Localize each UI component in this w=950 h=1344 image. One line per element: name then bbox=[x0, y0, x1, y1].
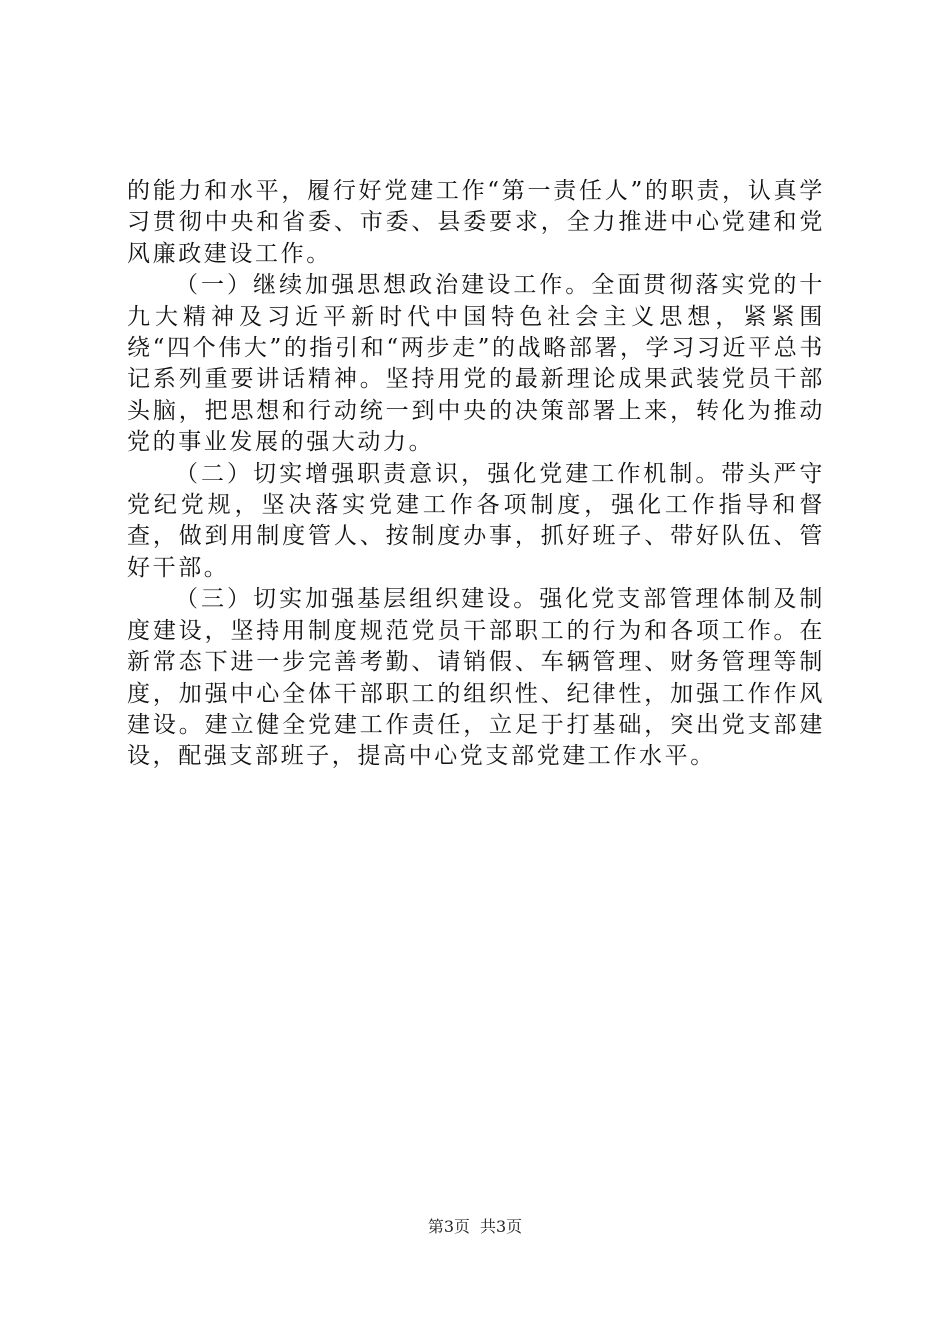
paragraph-section-1: （一）继续加强思想政治建设工作。全面贯彻落实党的十九大精神及习近平新时代中国特色社会主义思想，紧紧围绕“四个伟大”的指引和“两步走”的战略部署，学习习近平总书记系列重要讲话精神。坚持用党的最新理论成果武装党员干部头脑，把思想和行动统一到中央的决策部署上来，转化为推动党的事业发展的强大动力。 bbox=[127, 272, 825, 456]
page-number: 第3页 bbox=[427, 1217, 470, 1236]
page-total: 共3页 bbox=[480, 1217, 523, 1236]
paragraph-continued: 的能力和水平，履行好党建工作“第一责任人”的职责，认真学习贯彻中央和省委、市委、县委要求，全力推进中心党建和党风廉政建设工作。 bbox=[127, 178, 825, 267]
paragraph-section-2: （二）切实增强职责意识，强化党建工作机制。带头严守党纪党规，坚决落实党建工作各项制度，强化工作指导和督查，做到用制度管人、按制度办事，抓好班子、带好队伍、管好干部。 bbox=[127, 460, 825, 581]
document-body bbox=[127, 176, 825, 773]
paragraph-section-3: （三）切实加强基层组织建设。强化党支部管理体制及制度建设，坚持用制度规范党员干部职工的行为和各项工作。在新常态下进一步完善考勤、请销假、车辆管理、财务管理等制度，加强中心全体干部职工的组织性、纪律性，加强工作作风建设。建立健全党建工作责任，立足于打基础，突出党支部建设，配强支部班子，提高中心党支部党建工作水平。 bbox=[127, 586, 825, 770]
page-footer bbox=[0, 1216, 950, 1238]
